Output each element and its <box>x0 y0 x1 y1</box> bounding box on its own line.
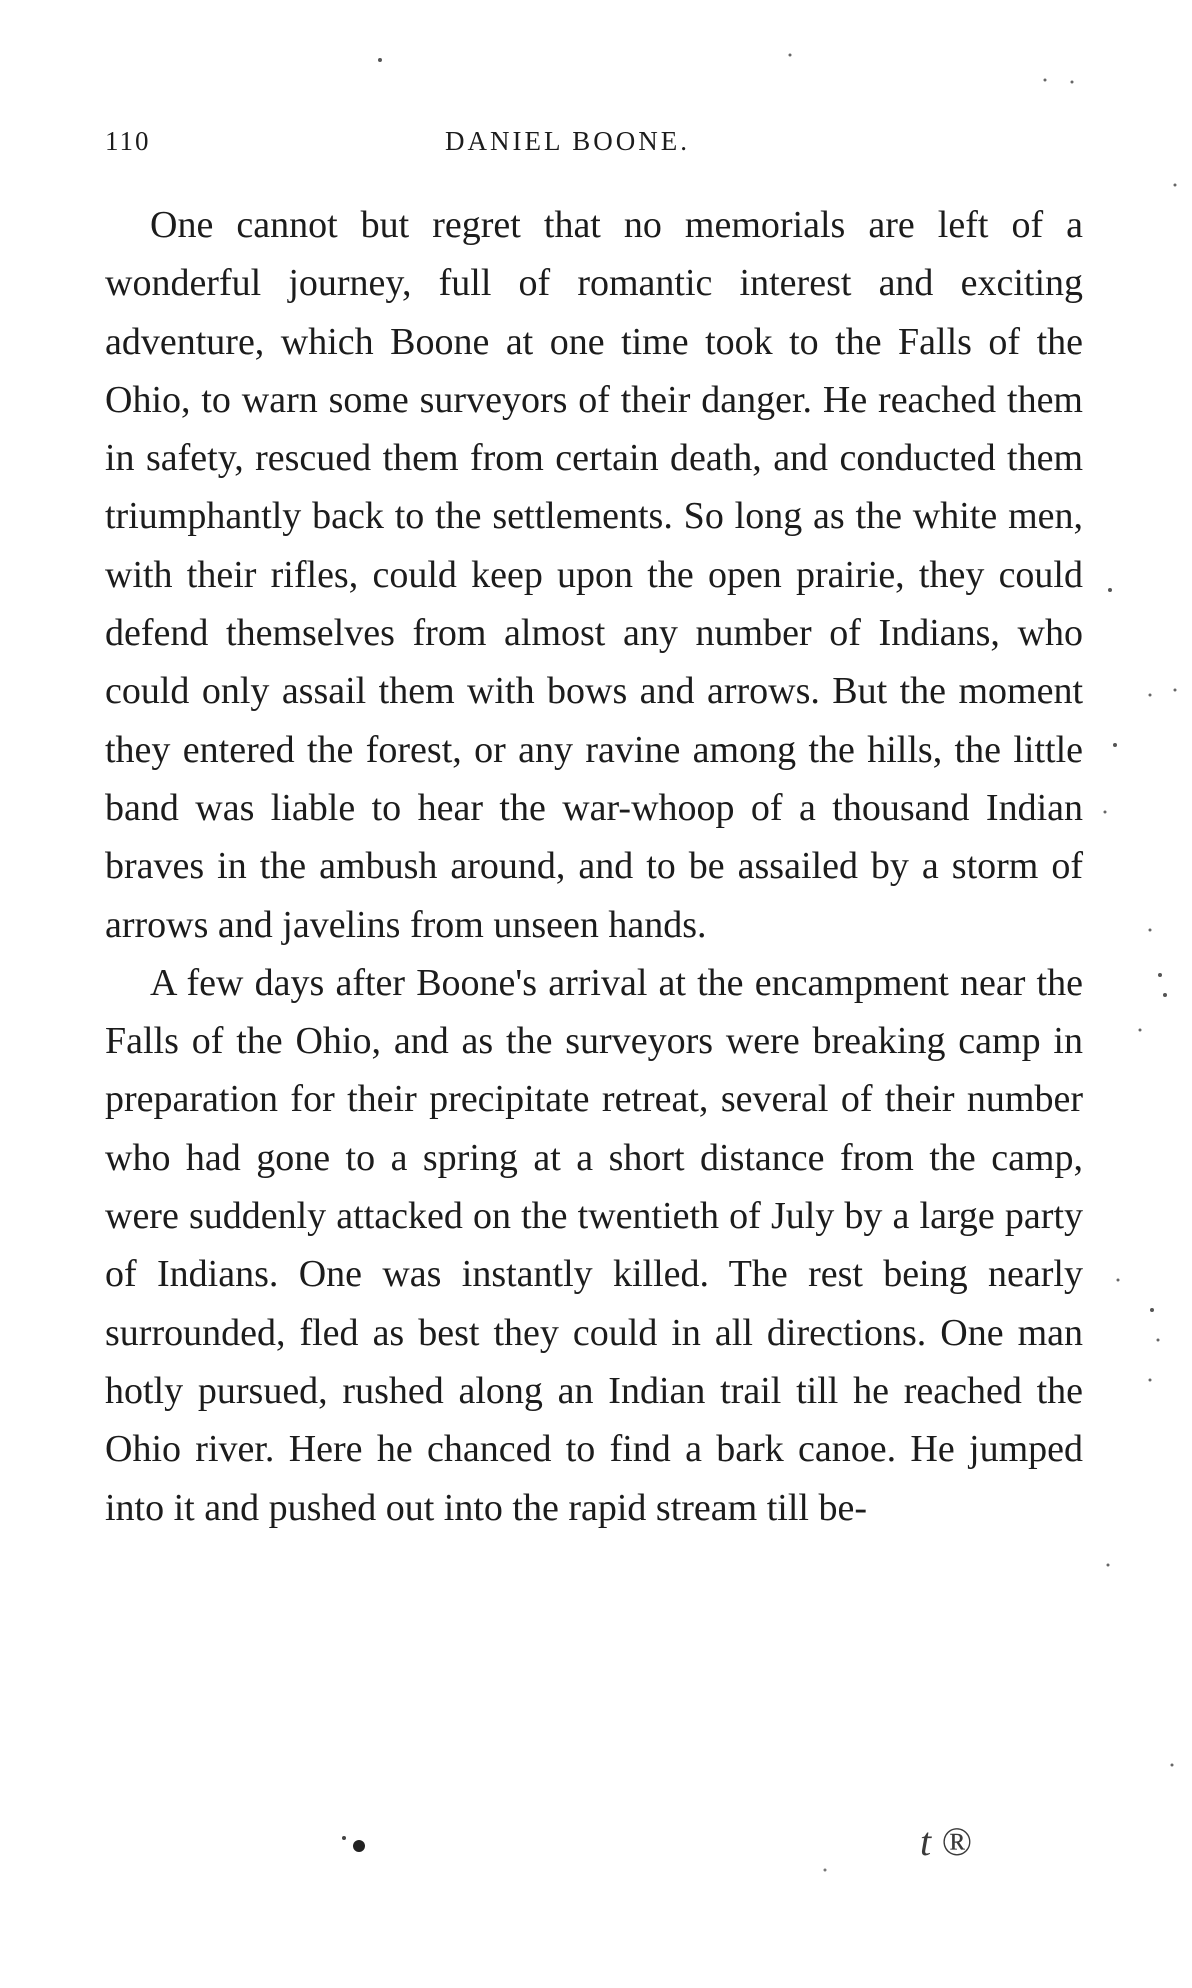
page-number: 110 <box>105 126 151 156</box>
ink-speck <box>342 1836 346 1840</box>
body-text <box>105 196 1083 1537</box>
running-title: DANIEL BOONE. <box>445 126 690 156</box>
paragraph-2: A few days after Boone's arrival at the encampment near the Falls of the Ohio, and as the surveyors were breaking camp in preparation for their precipitate retreat, several of their number who had gone to a spring at a short distance from the camp, were suddenly attacked on the twentieth of July by a large party of Indians. One was instantly killed. The rest being nearly surrounded, fled as best they could in all directions. One man hotly pursued, rushed along an Indian trail till he reached the Ohio river. Here he chanced to find a bark canoe. He jumped into it and pushed out into the rapid stream till be- <box>105 961 1083 1529</box>
paragraph-1: One cannot but regret that no memorials are left of a wonderful journey, full of romantic interest and exciting adventure, which Boone at one time took to the Falls of the Ohio, to warn some surveyors of their danger. He reached them in safety, rescued them from certain death, and conducted them triumphantly back to the settlements. So long as the white men, with their rifles, could keep upon the open prairie, they could defend themselves from almost any number of Indians, who could only assail them with bows and arrows. But the moment they entered the forest, or any ravine among the hills, the little band was liable to hear the war-whoop of a thousand Indian braves in the ambush around, and to be assailed by a storm of arrows and javelins from unseen hands. <box>105 204 1083 946</box>
footer-marks <box>0 1818 1192 1878</box>
running-head <box>105 126 1090 166</box>
library-stamp: t ® <box>920 1819 972 1864</box>
ink-dot <box>353 1840 365 1852</box>
